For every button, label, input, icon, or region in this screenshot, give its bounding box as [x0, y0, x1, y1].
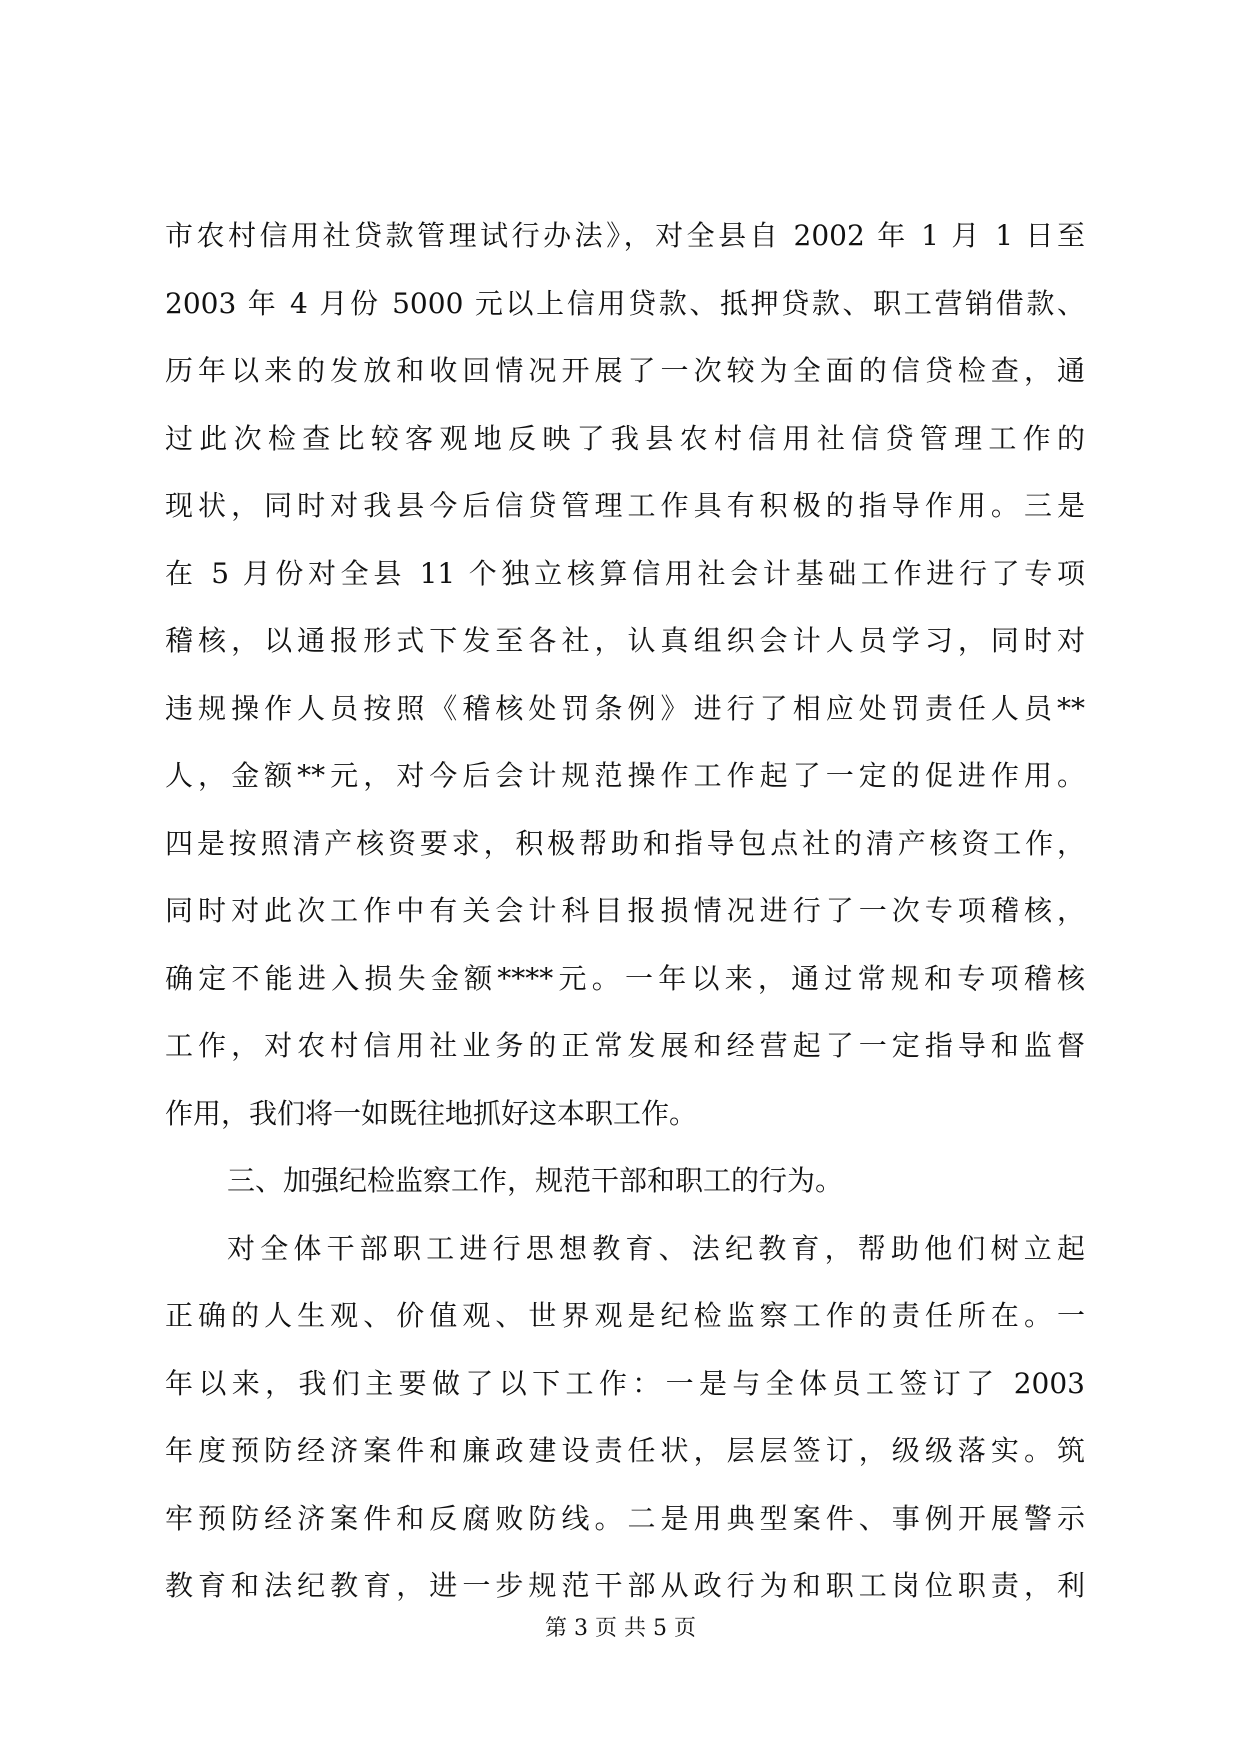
- section-heading: 三、加强纪检监察工作，规范干部和职工的行为。: [227, 1164, 844, 1197]
- text-line: 现状，同时对我县今后信贷管理工作具有积极的指导作用。三是: [165, 489, 1085, 522]
- text-line: 确定不能进入损失金额****元。一年以来，通过常规和专项稽核: [165, 961, 1085, 995]
- text-line: 作用，我们将一如既往地抓好这本职工作。: [165, 1096, 698, 1130]
- text-line: 牢预防经济案件和反腐败防线。二是用典型案件、事例开展警示: [165, 1501, 1085, 1535]
- text-line: 同时对此次工作中有关会计科目报损情况进行了一次专项稽核，: [165, 894, 1085, 927]
- document-body: [165, 202, 1085, 1620]
- text-line: 对全体干部职工进行思想教育、法纪教育，帮助他们树立起: [227, 1231, 1085, 1265]
- paragraph-p1: [165, 202, 1085, 1147]
- text-line: 在 5 月份对全县 11 个独立核算信用社会计基础工作进行了专项: [165, 556, 1085, 590]
- text-line: 教育和法纪教育，进一步规范干部从政行为和职工岗位职责，利: [165, 1569, 1085, 1602]
- text-line: 过此次检查比较客观地反映了我县农村信用社信贷管理工作的: [165, 421, 1085, 455]
- text-line: 年以来，我们主要做了以下工作：一是与全体员工签订了 2003: [165, 1366, 1085, 1400]
- text-line: 四是按照清产核资要求，积极帮助和指导包点社的清产核资工作，: [165, 826, 1085, 860]
- text-line: 违规操作人员按照《稽核处罚条例》进行了相应处罚责任人员**: [165, 691, 1085, 725]
- text-line: 历年以来的发放和收回情况开展了一次较为全面的信贷检查，通: [165, 354, 1085, 387]
- text-line: 人，金额**元，对今后会计规范操作工作起了一定的促进作用。: [165, 759, 1085, 792]
- text-line: 2003 年 4 月份 5000 元以上信用贷款、抵押贷款、职工营销借款、: [165, 286, 1085, 320]
- text-line: 稽核，以通报形式下发至各社，认真组织会计人员学习，同时对: [165, 624, 1085, 657]
- text-line: 年度预防经济案件和廉政建设责任状，层层签订，级级落实。筑: [165, 1434, 1085, 1467]
- text-line: 工作，对农村信用社业务的正常发展和经营起了一定指导和监督: [165, 1029, 1085, 1062]
- paragraph-p3: [165, 1215, 1085, 1620]
- page-footer: [0, 1614, 1241, 1644]
- paragraph-p2-section-heading: [165, 1147, 1085, 1215]
- page-number: 第 3 页 共 5 页: [545, 1616, 696, 1641]
- text-line: 正确的人生观、价值观、世界观是纪检监察工作的责任所在。一: [165, 1299, 1085, 1332]
- text-line: 市农村信用社贷款管理试行办法》，对全县自 2002 年 1 月 1 日至: [165, 219, 1085, 252]
